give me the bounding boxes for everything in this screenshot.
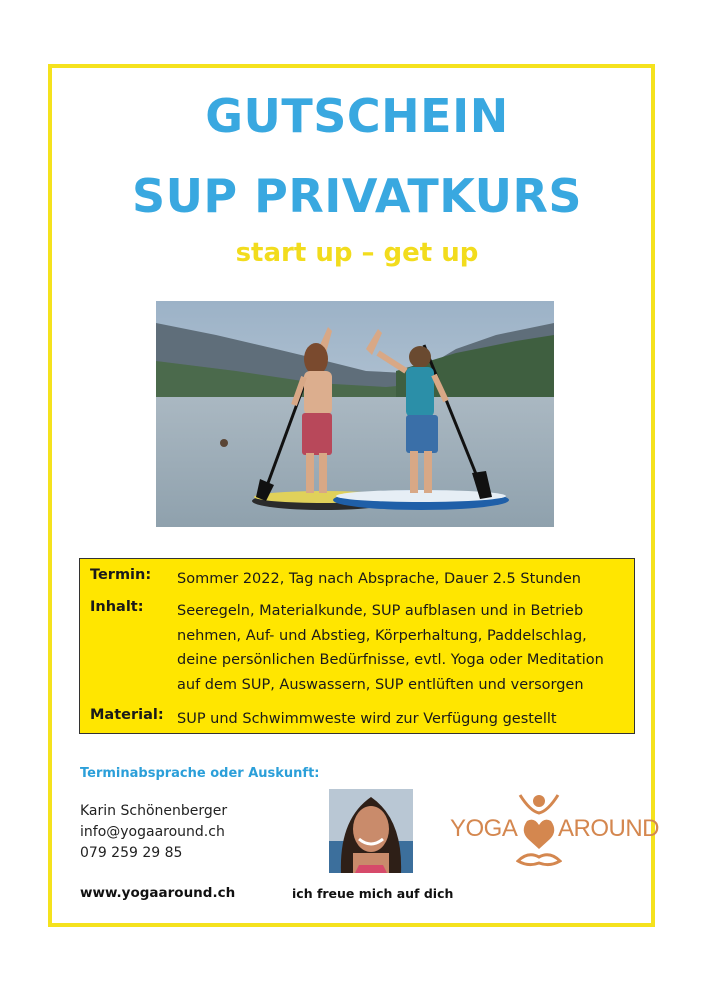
voucher-title: GUTSCHEIN	[205, 89, 509, 143]
inhalt-label: Inhalt:	[90, 599, 144, 615]
inhalt-line: Seeregeln, Materialkunde, SUP aufblasen und in Betrieb	[177, 603, 584, 619]
logo-text-yoga: YOGA	[450, 815, 518, 842]
contact-name: Karin Schönenberger	[80, 803, 228, 819]
termin-label: Termin:	[90, 567, 152, 583]
portrait-photo	[329, 789, 413, 873]
material-value: SUP und Schwimmweste wird zur Verfügung gestellt	[177, 711, 557, 727]
termin-value: Sommer 2022, Tag nach Absprache, Dauer 2.5 Stunden	[177, 571, 581, 587]
logo-text-around: AROUND	[558, 815, 660, 842]
contact-email[interactable]: info@yogaaround.ch	[80, 824, 225, 840]
contact-phone[interactable]: 079 259 29 85	[80, 845, 183, 861]
inhalt-line: auf dem SUP, Auswassern, SUP entlüften und versorgen	[177, 676, 584, 693]
course-details-box	[79, 558, 635, 734]
contact-heading: Terminabsprache oder Auskunft:	[80, 766, 320, 781]
course-title: SUP PRIVATKURS	[131, 169, 583, 223]
inhalt-line: deine persönlichen Bedürfnisse, evtl. Yoga oder Meditation	[177, 652, 604, 668]
yoga-figure-icon	[516, 791, 562, 871]
inhalt-line: nehmen, Auf- und Abstieg, Körperhaltung, Paddelschlag,	[177, 627, 587, 644]
material-label: Material:	[90, 707, 164, 723]
contact-details	[80, 801, 227, 864]
greeting-text: ich freue mich auf dich	[292, 886, 454, 901]
sup-photo	[156, 301, 554, 527]
yogaaround-logo	[446, 791, 660, 871]
inhalt-value	[177, 599, 629, 697]
website-link[interactable]: www.yogaaround.ch	[80, 885, 236, 901]
slogan: start up – get up	[235, 238, 479, 268]
